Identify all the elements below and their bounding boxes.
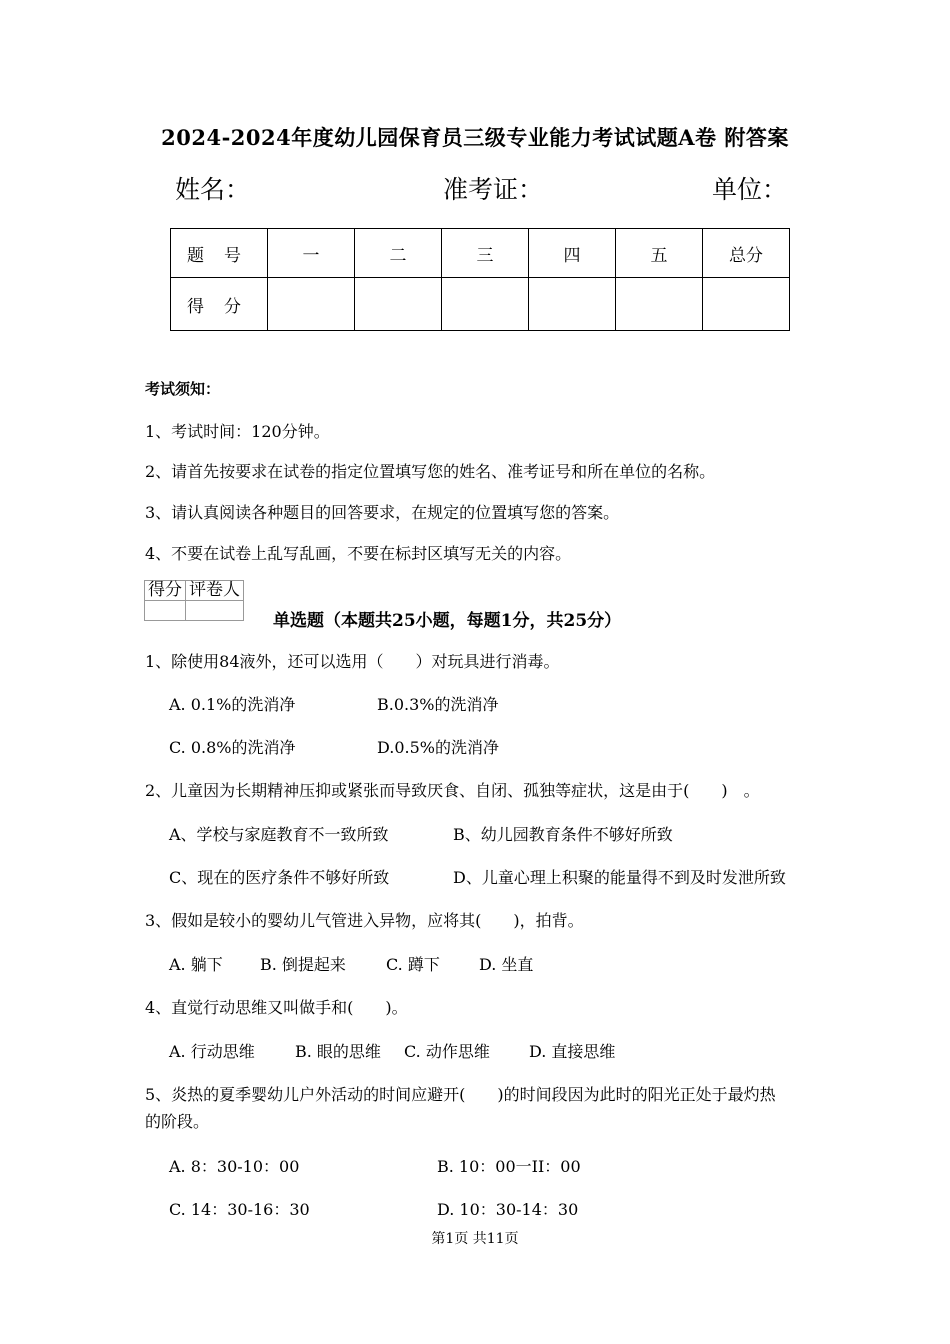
question-number-label: 题号 <box>171 229 268 278</box>
score-table-score-row <box>171 278 790 331</box>
notice-heading: 考试须知： <box>145 380 221 398</box>
score-table-header-row <box>171 229 790 278</box>
column-header: 二 <box>355 229 442 278</box>
grader-table <box>144 580 244 621</box>
score-cell[interactable] <box>703 278 790 331</box>
column-header: 一 <box>268 229 355 278</box>
question-stem: 3、假如是较小的婴幼儿气管进入异物，应将其( )，拍背。 <box>145 911 584 930</box>
page-title: 2024-2024年度幼儿园保育员三级专业能力考试试题A卷 附答案 <box>161 125 789 150</box>
name-label: 姓名： <box>175 175 251 204</box>
question-stem: 2、儿童因为长期精神压抑或紧张而导致厌食、自闭、孤独等症状，这是由于( ) 。 <box>145 781 760 800</box>
option-d[interactable]: D. 10：30-14：30 <box>437 1200 579 1219</box>
option-d[interactable]: D. 直接思维 <box>529 1042 616 1061</box>
question-stem: 5、炎热的夏季婴幼儿户外活动的时间应避开( )的时间段因为此时的阳光正处于最灼热 <box>145 1085 776 1104</box>
option-a[interactable]: A、学校与家庭教育不一致所致 <box>169 825 389 844</box>
grader-label: 评卷人 <box>186 581 244 601</box>
option-d[interactable]: D. 坐直 <box>479 955 534 974</box>
option-b[interactable]: B. 10：00一II：00 <box>437 1157 581 1176</box>
notice-item: 2、请首先按要求在试卷的指定位置填写您的姓名、准考证号和所在单位的名称。 <box>145 462 716 481</box>
question-stem: 1、除使用84液外，还可以选用（ ）对玩具进行消毒。 <box>145 652 560 671</box>
option-d[interactable]: D.0.5%的洗消净 <box>377 738 499 757</box>
column-header: 总分 <box>703 229 790 278</box>
exam-number-label: 准考证： <box>443 175 544 204</box>
notice-item: 3、请认真阅读各种题目的回答要求，在规定的位置填写您的答案。 <box>145 503 620 522</box>
column-header: 四 <box>529 229 616 278</box>
option-b[interactable]: B、幼儿园教育条件不够好所致 <box>453 825 673 844</box>
score-cell[interactable] <box>355 278 442 331</box>
column-header: 三 <box>442 229 529 278</box>
notice-item: 1、考试时间：120分钟。 <box>145 422 330 441</box>
column-header: 五 <box>616 229 703 278</box>
option-d[interactable]: D、儿童心理上积聚的能量得不到及时发泄所致 <box>453 868 786 887</box>
option-c[interactable]: C. 动作思维 <box>404 1042 490 1061</box>
grader-score-label: 得分 <box>145 581 186 601</box>
option-b[interactable]: B. 倒提起来 <box>260 955 346 974</box>
score-label: 得分 <box>171 278 268 331</box>
notice-item: 4、不要在试卷上乱写乱画，不要在标封区填写无关的内容。 <box>145 544 572 563</box>
score-table <box>170 228 790 331</box>
option-a[interactable]: A. 8：30-10：00 <box>169 1157 300 1176</box>
question-stem-continued: 的阶段。 <box>145 1112 210 1131</box>
option-a[interactable]: A. 行动思维 <box>169 1042 255 1061</box>
option-a[interactable]: A. 0.1%的洗消净 <box>169 695 296 714</box>
option-b[interactable]: B.0.3%的洗消净 <box>377 695 499 714</box>
unit-label: 单位： <box>712 175 788 204</box>
page-number: 第1页 共11页 <box>431 1231 519 1247</box>
option-c[interactable]: C. 蹲下 <box>386 955 440 974</box>
option-c[interactable]: C. 0.8%的洗消净 <box>169 738 296 757</box>
score-cell[interactable] <box>616 278 703 331</box>
score-cell[interactable] <box>268 278 355 331</box>
option-b[interactable]: B. 眼的思维 <box>295 1042 381 1061</box>
option-c[interactable]: C. 14：30-16：30 <box>169 1200 310 1219</box>
score-cell[interactable] <box>442 278 529 331</box>
grader-name-cell[interactable] <box>186 601 244 621</box>
option-c[interactable]: C、现在的医疗条件不够好所致 <box>169 868 390 887</box>
grader-score-cell[interactable] <box>145 601 186 621</box>
section-title: 单选题（本题共25小题，每题1分，共25分） <box>273 611 622 631</box>
score-cell[interactable] <box>529 278 616 331</box>
question-stem: 4、直觉行动思维又叫做手和( )。 <box>145 998 408 1017</box>
option-a[interactable]: A. 躺下 <box>169 955 223 974</box>
